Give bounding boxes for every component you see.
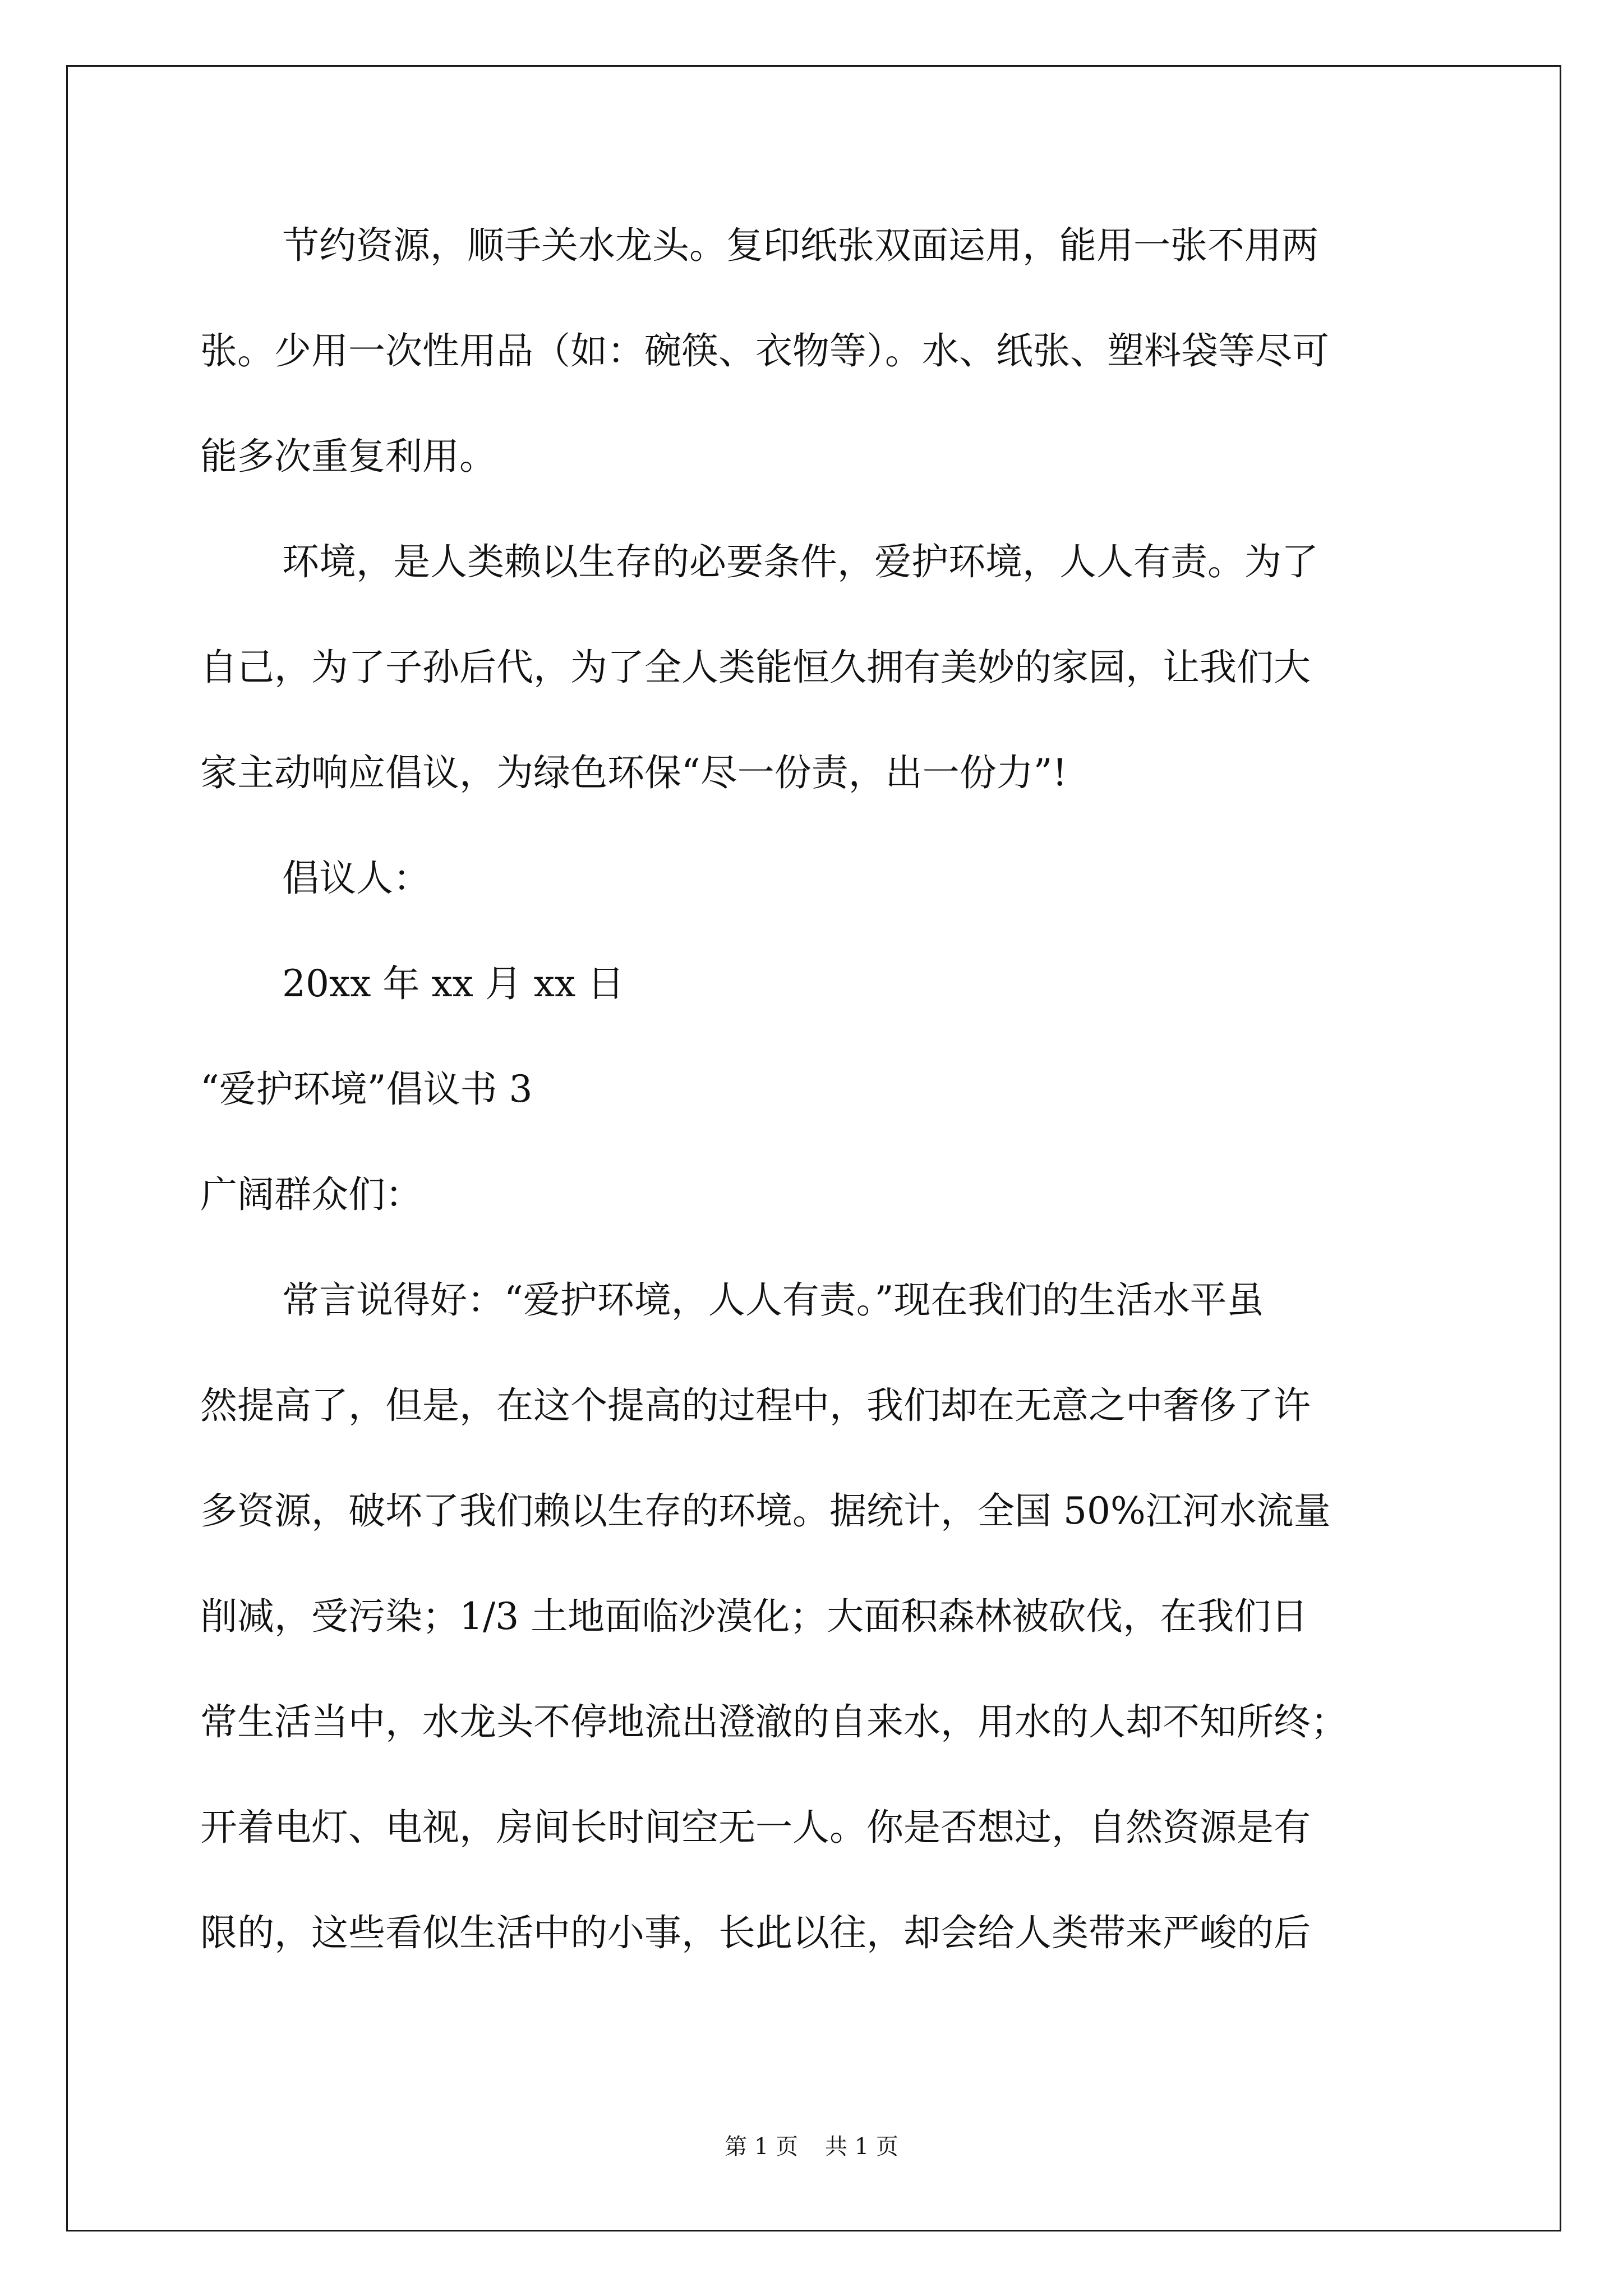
section-title: “爱护环境”倡议书 3: [200, 1068, 533, 1111]
paragraph-line: 张。少用一次性用品（如：碗筷、衣物等）。水、纸张、塑料袋等尽可: [200, 329, 1329, 372]
document-body: [200, 218, 1434, 2010]
paragraph-line: 自己，为了子孙后代，为了全人类能恒久拥有美妙的家园，让我们大: [200, 646, 1311, 689]
paragraph-line: 限的，这些看似生活中的小事，长此以往，却会给人类带来严峻的后: [200, 1911, 1311, 1954]
paragraph-line: 削减，受污染；1/3 土地面临沙漠化；大面积森林被砍伐，在我们日: [200, 1595, 1308, 1638]
salutation: 广阔群众们：: [200, 1173, 422, 1216]
paragraph-line: 环境，是人类赖以生存的必要条件，爱护环境，人人有责。为了: [282, 540, 1318, 583]
paragraph-line: 常生活当中，水龙头不停地流出澄澈的自来水，用水的人却不知所终；: [200, 1700, 1348, 1743]
signer-label: 倡议人：: [282, 857, 430, 900]
paragraph-line: 家主动响应倡议，为绿色环保“尽一份责，出一份力”!: [200, 751, 1068, 794]
page-number: 第 1 页: [725, 2134, 798, 2160]
paragraph-line: 常言说得好：“爱护环境，人人有责。”现在我们的生活水平虽: [282, 1278, 1264, 1322]
paragraph-line: 能多次重复利用。: [200, 435, 496, 478]
paragraph-line: 节约资源，顺手关水龙头。复印纸张双面运用，能用一张不用两: [282, 224, 1318, 267]
paragraph-line: 多资源，破坏了我们赖以生存的环境。据统计，全国 50%江河水流量: [200, 1489, 1331, 1533]
paragraph-line: 然提高了，但是，在这个提高的过程中，我们却在无意之中奢侈了许: [200, 1384, 1311, 1427]
page-total: 共 1 页: [825, 2134, 898, 2160]
date-line: 20xx 年 xx 月 xx 日: [282, 962, 625, 1005]
page-footer: [0, 2129, 1623, 2161]
paragraph-line: 开着电灯、电视，房间长时间空无一人。你是否想过，自然资源是有: [200, 1806, 1311, 1849]
